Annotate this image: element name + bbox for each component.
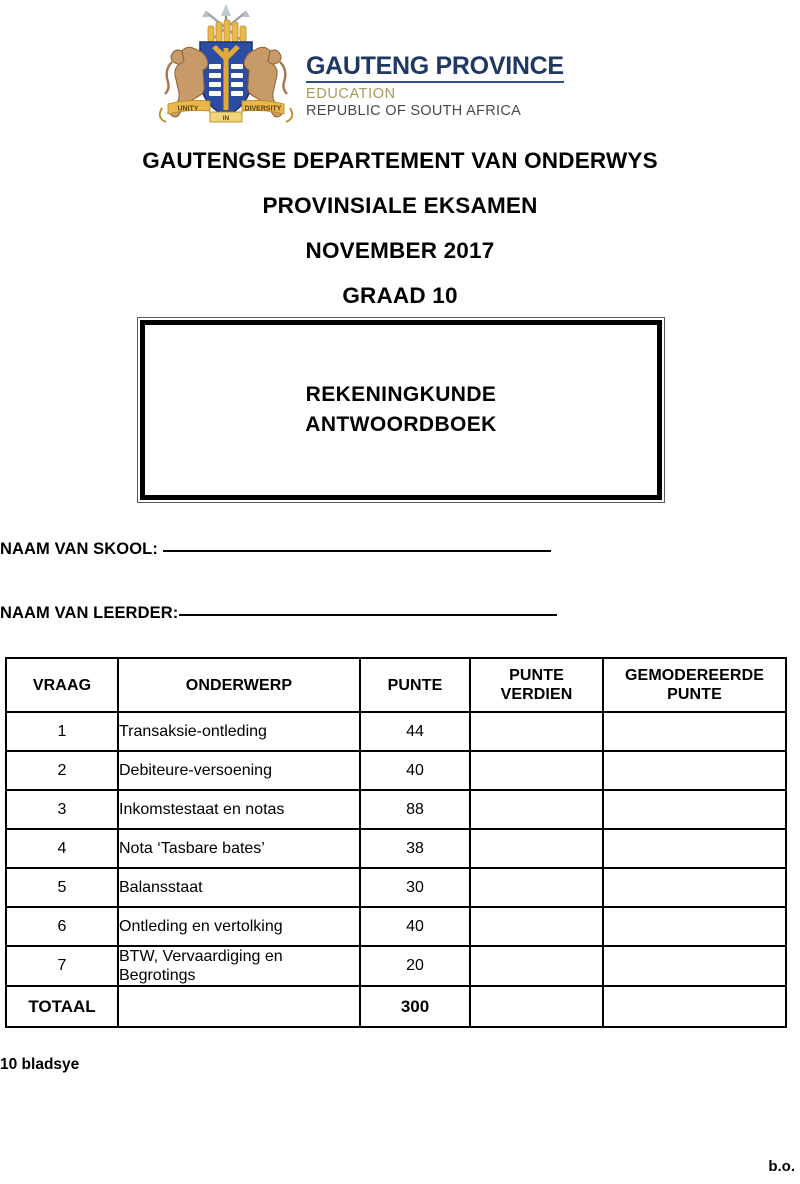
table-header-row	[6, 658, 786, 712]
letterhead	[0, 0, 800, 133]
table-row	[6, 712, 786, 751]
learner-name-field	[0, 604, 557, 623]
column-header-onderwerp: ONDERWERP	[118, 658, 360, 712]
turn-over-note: b.o.	[768, 1158, 795, 1175]
heading-grade: GRAAD 10	[342, 283, 458, 308]
row-topic: Nota ‘Tasbare bates’	[118, 829, 360, 868]
row-moderated-marks-input[interactable]	[603, 790, 786, 829]
table-row	[6, 868, 786, 907]
column-header-punte-verdien-line2: VERDIEN	[500, 686, 573, 703]
row-marks: 44	[360, 712, 470, 751]
total-topic-blank	[118, 986, 360, 1027]
column-header-gemodereerde-punte	[603, 658, 786, 712]
title-box-inner-border	[140, 320, 662, 500]
row-question-number: 7	[6, 946, 118, 986]
column-header-punte-verdien	[470, 658, 603, 712]
table-row	[6, 946, 786, 986]
row-topic: BTW, Vervaardiging en Begrotings	[118, 946, 360, 986]
row-topic: Balansstaat	[118, 868, 360, 907]
row-marks: 40	[360, 751, 470, 790]
row-topic: Ontleding en vertolking	[118, 907, 360, 946]
table-row	[6, 751, 786, 790]
row-moderated-marks-input[interactable]	[603, 712, 786, 751]
heading-date: NOVEMBER 2017	[305, 238, 495, 263]
row-marks-earned-input[interactable]	[470, 829, 603, 868]
school-name-input[interactable]	[163, 550, 551, 552]
row-moderated-marks-input[interactable]	[603, 946, 786, 986]
row-question-number: 4	[6, 829, 118, 868]
column-header-vraag: VRAAG	[6, 658, 118, 712]
subject-title: REKENINGKUNDE	[305, 383, 497, 406]
total-moderated-marks-input[interactable]	[603, 986, 786, 1027]
row-topic: Debiteure-versoening	[118, 751, 360, 790]
school-name-label: NAAM VAN SKOOL:	[0, 540, 158, 558]
table-total-row	[6, 986, 786, 1027]
row-moderated-marks-input[interactable]	[603, 907, 786, 946]
title-box-text	[305, 380, 496, 440]
gauteng-province-title: GAUTENG PROVINCE	[306, 52, 564, 83]
marks-summary-table	[5, 657, 787, 1028]
letterhead-text	[306, 52, 606, 120]
row-marks: 88	[360, 790, 470, 829]
total-label: TOTAAL	[6, 986, 118, 1027]
republic-subtitle: REPUBLIC OF SOUTH AFRICA	[306, 103, 522, 119]
total-marks-earned-input[interactable]	[470, 986, 603, 1027]
education-subtitle: EDUCATION	[306, 86, 396, 102]
row-moderated-marks-input[interactable]	[603, 868, 786, 907]
row-marks: 40	[360, 907, 470, 946]
row-question-number: 1	[6, 712, 118, 751]
gauteng-coat-of-arms-icon	[150, 4, 302, 130]
row-question-number: 3	[6, 790, 118, 829]
column-header-gemodereerde-line2: PUNTE	[667, 686, 722, 703]
row-question-number: 5	[6, 868, 118, 907]
table-row	[6, 790, 786, 829]
column-header-punte-verdien-line1: PUNTE	[509, 667, 564, 684]
row-question-number: 6	[6, 907, 118, 946]
total-marks: 300	[360, 986, 470, 1027]
title-box	[137, 317, 665, 503]
document-type-title: ANTWOORDBOEK	[305, 413, 497, 436]
row-question-number: 2	[6, 751, 118, 790]
banner-text-right: DIVERSITY	[244, 105, 282, 113]
row-marks-earned-input[interactable]	[470, 790, 603, 829]
row-marks-earned-input[interactable]	[470, 946, 603, 986]
row-marks-earned-input[interactable]	[470, 751, 603, 790]
row-topic: Transaksie-ontleding	[118, 712, 360, 751]
heading-exam: PROVINSIALE EKSAMEN	[262, 193, 538, 218]
learner-name-input[interactable]	[179, 614, 557, 616]
column-header-punte: PUNTE	[360, 658, 470, 712]
learner-name-label: NAAM VAN LEERDER:	[0, 604, 179, 622]
row-marks-earned-input[interactable]	[470, 712, 603, 751]
heading-department: GAUTENGSE DEPARTEMENT VAN ONDERWYS	[142, 148, 658, 173]
row-topic: Inkomstestaat en notas	[118, 790, 360, 829]
banner-text-center: IN	[222, 115, 230, 122]
school-name-field	[0, 540, 551, 559]
row-marks: 20	[360, 946, 470, 986]
table-row	[6, 829, 786, 868]
row-moderated-marks-input[interactable]	[603, 751, 786, 790]
page-count-note: 10 bladsye	[0, 1056, 80, 1073]
row-marks: 38	[360, 829, 470, 868]
banner-text-left: UNITY	[177, 105, 199, 113]
row-marks: 30	[360, 868, 470, 907]
table-row	[6, 907, 786, 946]
row-marks-earned-input[interactable]	[470, 868, 603, 907]
column-header-gemodereerde-line1: GEMODEREERDE	[625, 667, 764, 684]
row-moderated-marks-input[interactable]	[603, 829, 786, 868]
row-marks-earned-input[interactable]	[470, 907, 603, 946]
